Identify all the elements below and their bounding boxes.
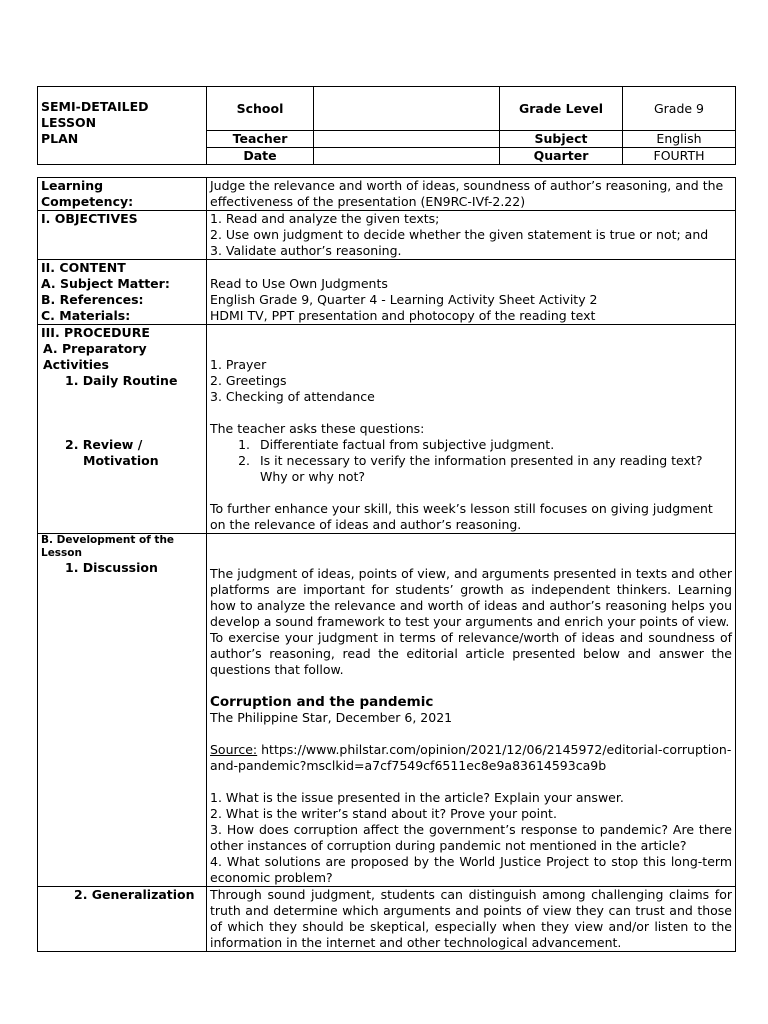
review-question: 2. Is it necessary to verify the information presented in any reading text? Why or why not? [254, 453, 732, 485]
competency-row [38, 178, 736, 211]
lesson-plan-body-table [37, 177, 736, 952]
preparatory-label-line: Activities [43, 357, 109, 372]
daily-routine-item: 2. Greetings [210, 373, 287, 388]
objective-item: 3. Validate author’s reasoning. [210, 243, 402, 258]
review-question: 1. Differentiate factual from subjective judgment. [254, 437, 732, 453]
materials-label: C. Materials: [41, 308, 131, 323]
development-labels [38, 534, 207, 887]
generalization-text: Through sound judgment, students can distinguish among challenging claims for truth and determine which arguments and points of view they can trust and those of which they should be skeptical, especially when they view and/or listen to the information in the internet and other technological advancement. [207, 887, 736, 952]
objective-item: 2. Use own judgment to decide whether the given statement is true or not; and [210, 227, 709, 242]
generalization-row [38, 887, 736, 952]
article-title: Corruption and the pandemic [210, 694, 434, 710]
competency-label-line: Learning [41, 178, 104, 193]
daily-routine-item: 3. Checking of attendance [210, 389, 375, 404]
objectives-label: I. OBJECTIVES [38, 211, 207, 260]
competency-text: Judge the relevance and worth of ideas, soundness of author’s reasoning, and the effectiveness of the presentation (EN9RC-IVf-2.22) [207, 178, 736, 211]
grade-level-value: Grade 9 [623, 87, 736, 131]
discussion-question: 2. What is the writer’s stand about it? Prove your point. [210, 806, 557, 821]
subject-matter-value: Read to Use Own Judgments [210, 276, 388, 291]
date-field[interactable] [314, 148, 500, 165]
generalization-label: 2. Generalization [38, 887, 207, 952]
plan-title [38, 87, 207, 165]
daily-routine-label: 1. Daily Routine [65, 373, 178, 388]
competency-label-line: Competency: [41, 194, 134, 209]
procedure-content [207, 325, 736, 534]
review-intro: The teacher asks these questions: [210, 421, 425, 436]
competency-label [38, 178, 207, 211]
plan-title-line: SEMI-DETAILED [41, 99, 149, 114]
school-field[interactable] [314, 87, 500, 131]
content-labels [38, 260, 207, 325]
objective-item: 1. Read and analyze the given texts; [210, 211, 440, 226]
procedure-labels [38, 325, 207, 534]
review-label-line: 2. Review / [65, 437, 143, 452]
discussion-paragraph: The judgment of ideas, points of view, and arguments presented in texts and other platforms are important for students’ growth as independent thinkers. Learning how to analyze the relevance and worth of ideas and author’s reasoning helps you develop a sound framework to test your arguments and enrich your points of view. [210, 566, 732, 629]
procedure-label: III. PROCEDURE [41, 325, 150, 340]
lesson-plan-header-table [37, 86, 736, 165]
references-value: English Grade 9, Quarter 4 - Learning Activity Sheet Activity 2 [210, 292, 598, 307]
review-questions [210, 437, 732, 485]
date-label: Date [207, 148, 314, 165]
daily-routine-item: 1. Prayer [210, 357, 267, 372]
materials-value: HDMI TV, PPT presentation and photocopy of the reading text [210, 308, 596, 323]
subject-matter-label: A. Subject Matter: [41, 276, 170, 291]
objectives-row [38, 211, 736, 260]
procedure-row [38, 325, 736, 534]
subject-value: English [623, 131, 736, 148]
plan-title-line: PLAN [41, 131, 79, 146]
grade-level-label: Grade Level [500, 87, 623, 131]
content-row [38, 260, 736, 325]
content-values [207, 260, 736, 325]
content-label: II. CONTENT [41, 260, 126, 275]
teacher-label: Teacher [207, 131, 314, 148]
discussion-question: 4. What solutions are proposed by the World Justice Project to stop this long-term economic problem? [210, 854, 732, 885]
plan-title-line: LESSON [41, 115, 97, 130]
references-label: B. References: [41, 292, 144, 307]
discussion-label: 1. Discussion [65, 560, 158, 575]
review-closing: To further enhance your skill, this week’s lesson still focuses on giving judgment on the relevance of ideas and author’s reasoning. [210, 501, 713, 532]
discussion-paragraph: To exercise your judgment in terms of relevance/worth of ideas and soundness of author’s reasoning, read the editorial article presented below and answer the questions that follow. [210, 630, 732, 677]
development-label: B. Development of the Lesson [41, 534, 175, 559]
development-row [38, 534, 736, 887]
subject-label: Subject [500, 131, 623, 148]
source-url-link[interactable]: https://www.philstar.com/opinion/2021/12/06/2145972/editorial-corruption-and-pandemic?msclkid=a7cf7549cf6511ec8e9a83614593ca9b [210, 742, 732, 773]
objectives-list [207, 211, 736, 260]
article-source-line: The Philippine Star, December 6, 2021 [210, 710, 453, 725]
source-label: Source: [210, 742, 258, 757]
preparatory-label-line: A. Preparatory [43, 341, 147, 356]
teacher-field[interactable] [314, 131, 500, 148]
discussion-question: 3. How does corruption affect the government’s response to pandemic? Are there other instances of corruption during pandemic not mentioned in the article? [210, 822, 732, 853]
school-label: School [207, 87, 314, 131]
discussion-content [207, 534, 736, 887]
quarter-label: Quarter [500, 148, 623, 165]
discussion-question: 1. What is the issue presented in the article? Explain your answer. [210, 790, 624, 805]
quarter-value: FOURTH [623, 148, 736, 165]
review-label-line: Motivation [83, 453, 159, 468]
source-citation [210, 742, 732, 774]
